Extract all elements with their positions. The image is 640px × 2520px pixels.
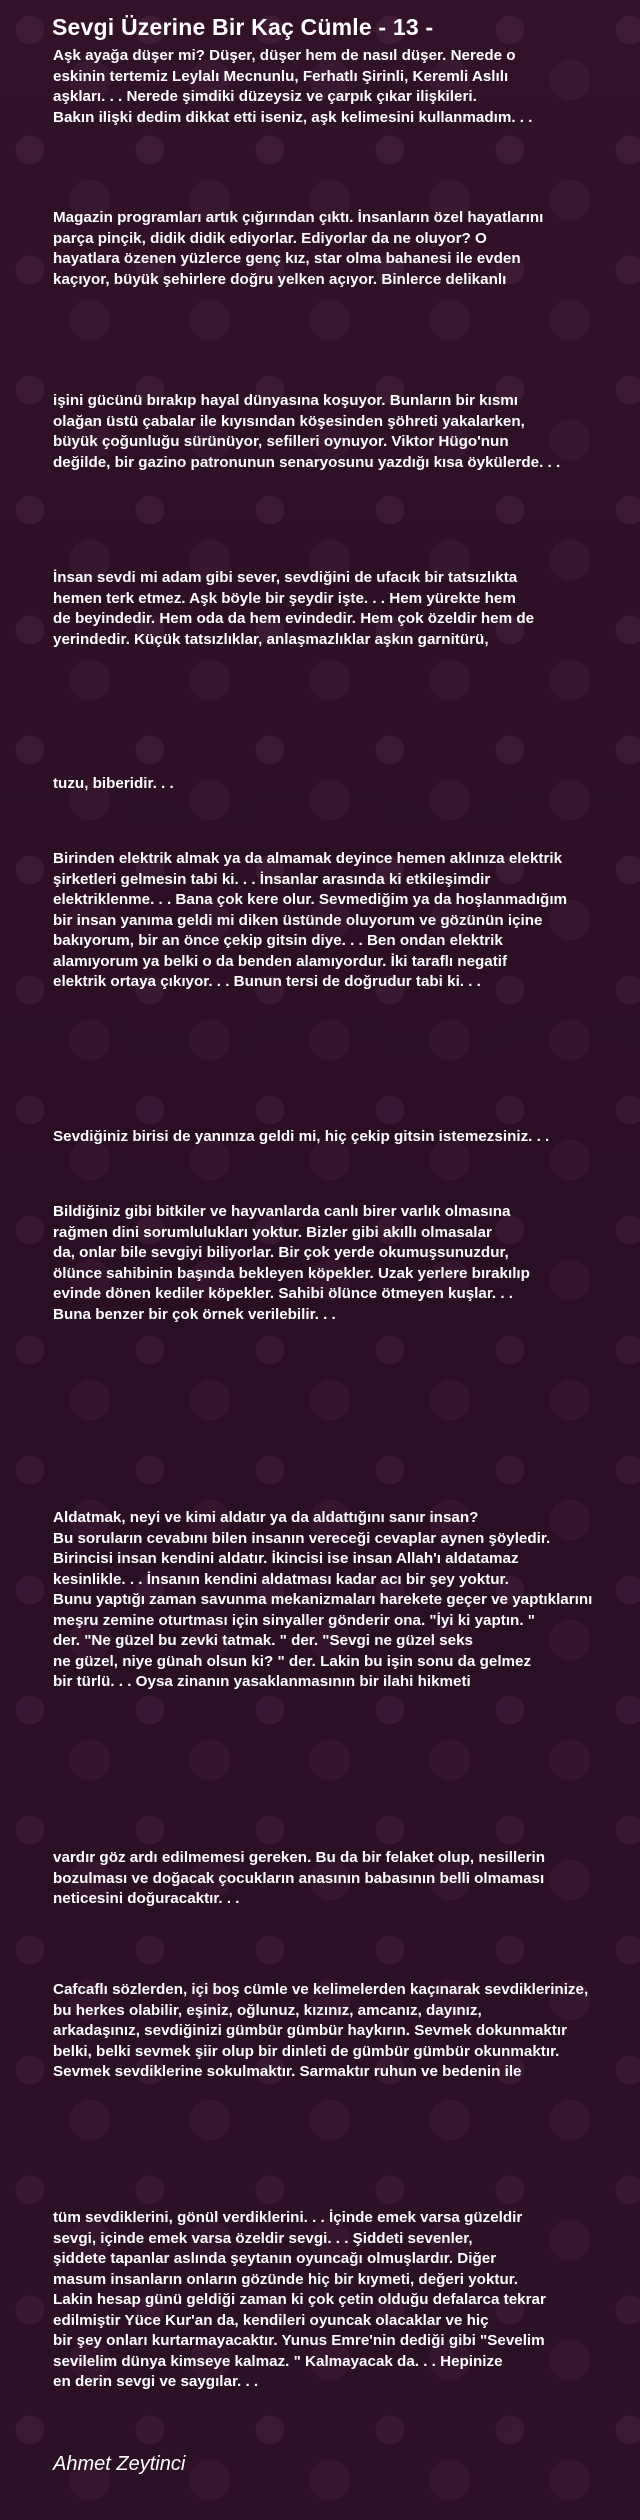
poem-line: eskinin tertemiz Leylalı Mecnunlu, Ferhatlı Şirinli, Keremli Aslılı — [53, 67, 509, 85]
poem-line: hemen terk etmez. Aşk böyle bir şeydir işte. . . Hem yürekte hem — [53, 589, 516, 607]
poem-paragraph — [53, 774, 628, 795]
poem-line: bakıyorum, bir an önce çekip gitsin diye. . . Ben ondan elektrik — [53, 932, 503, 949]
poem-line: şiddete tapanlar aslında şeytanın oyuncağı olmuşlardır. Diğer — [53, 2250, 497, 2267]
poem-line: işini gücünü bırakıp hayal dünyasına koşuyor. Bunların bir kısmı — [53, 392, 519, 409]
poem-line: bir türlü. . . Oysa zinanın yasaklanmasının bir ilahi hikmeti — [53, 1673, 471, 1690]
poem-line: rağmen dini sorumlulukları yoktur. Bizler gibi akıllı olmasalar — [53, 1223, 492, 1241]
poem-line: yerindedir. Küçük tatsızlıklar, anlaşmazlıklar aşkın garnitürü, — [53, 630, 489, 648]
poem-title: Sevgi Üzerine Bir Kaç Cümle - 13 - — [52, 14, 434, 40]
poem-line: Aldatmak, neyi ve kimi aldatır ya da aldattığını sanır insan? — [53, 1509, 479, 1526]
poem-line: elektriklenme. . . Bana çok kere olur. Sevmediğim ya da hoşlanmadığım — [53, 891, 568, 908]
poem-line: Bildiğiniz gibi bitkiler ve hayvanlarda canlı birer varlık olmasına — [53, 1203, 511, 1220]
poem-line: meşru zemine oturtması için sinyaller gönderir ona. "İyi ki yaptın. " — [53, 1611, 535, 1629]
poem-line: Lakin hesap günü geldiği zaman ki çok çetin olduğu defalarca tekrar — [53, 2291, 546, 2308]
poem-line: Cafcaflı sözlerden, içi boş cümle ve kelimelerden kaçınarak sevdiklerinize, — [53, 1981, 589, 1998]
poem-paragraph — [53, 2208, 628, 2393]
poem-line: en derin sevgi ve saygılar. . . — [53, 2373, 259, 2390]
poem-line: bu herkes olabilir, eşiniz, oğlunuz, kızınız, amcanız, dayınız, — [53, 2001, 482, 2019]
poem-line: elektrik ortaya çıkıyor. . . Bunun tersi de doğrudur tabi ki. . . — [53, 973, 481, 990]
poem-line: aşkları. . . Nerede şimdiki düzeysiz ve çarpık çıkar ilişkileri. — [53, 88, 477, 105]
poem-line: İnsan sevdi mi adam gibi sever, sevdiğini de ufacık bir tatsızlıkta — [53, 569, 518, 586]
poem-line: Bakın ilişki dedim dikkat etti iseniz, aşk kelimesini kullanmadım. . . — [53, 108, 533, 126]
poem-line: arkadaşınız, sevdiğinizi gümbür gümbür haykırın. Sevmek dokunmaktır — [53, 2022, 567, 2039]
poem-line: bozulması ve doğacak çocukların anasının babasının belli olmaması — [53, 1869, 545, 1887]
poem-line: Birincisi insan kendini aldatır. İkincisi ise insan Allah'ı aldatamaz — [53, 1550, 519, 1567]
poem-paragraph — [53, 391, 628, 473]
poem-paragraph — [53, 568, 628, 650]
poem-line: bir insan yanıma geldi mi diken üstünde oluyorum ve gözünün içine — [53, 911, 543, 929]
poem-line: kaçıyor, büyük şehirlere doğru yelken açıyor. Binlerce delikanlı — [53, 270, 507, 288]
poem-line: sevilelim dünya kimseye kalmaz. " Kalmayacak da. . . Hepinize — [53, 2352, 503, 2370]
poem-line: de beyindedir. Hem oda da hem evindedir. Hem çok özeldir hem de — [53, 610, 535, 627]
poem-line: Sevmek sevdiklerine sokulmaktır. Sarmaktır ruhun ve bedenin ile — [53, 2063, 522, 2080]
poem-line: der. "Ne güzel bu zevki tatmak. " der. "Sevgi ne güzel seks — [53, 1632, 474, 1649]
poem-line: neticesini doğuracaktır. . . — [53, 1890, 240, 1907]
poem-line: ölünce sahibinin başında bekleyen köpekler. Uzak yerlere bırakılıp — [53, 1264, 530, 1282]
poem-line: masum insanların onların gözünde hiç bir kıymeti, değeri yoktur. — [53, 2270, 519, 2288]
poem-line: hayatlara özenen yüzlerce genç kız, star olma bahanesi ile evden — [53, 250, 521, 267]
poem-line: büyük çoğunluğu sürünüyor, sefilleri oynuyor. Viktor Hügo'nun — [53, 433, 509, 450]
poem-line: Bu soruların cevabını bilen insanın vereceği cevaplar aynen şöyledir. — [53, 1529, 551, 1547]
poem-line: belki, belki sevmek şiir olup bir dinleti de gümbür gümbür okunmaktır. — [53, 2042, 560, 2060]
poem-line: değilde, bir gazino patronunun senaryosunu yazdığı kısa öykülerde. . . — [53, 453, 561, 471]
poem-paragraph — [53, 1508, 628, 1693]
poem-paragraph — [53, 208, 628, 290]
poem-line: bir şey onları kurtarmayacaktır. Yunus Emre'nin dediği gibi "Sevelim — [53, 2332, 545, 2349]
poem-line: da, onlar bile sevgiyi biliyorlar. Bir çok yerde okumuşsunuzdur, — [53, 1244, 509, 1261]
poem-line: Buna benzer bir çok örnek verilebilir. . . — [53, 1305, 336, 1323]
poem-paragraph — [53, 1202, 628, 1325]
poem-line: parça pinçik, didik didik ediyorlar. Ediyorlar da ne oluyor? O — [53, 229, 487, 247]
poem-line: Aşk ayağa düşer mi? Düşer, düşer hem de nasıl düşer. Nerede o — [53, 47, 516, 64]
poem-line: olağan üstü çabalar ile kıyısından köşesinden şöhreti yakalarken, — [53, 412, 525, 430]
poem-line: evinde dönen kediler köpekler. Sahibi ölünce ötmeyen kuşlar. . . — [53, 1285, 513, 1302]
poem-author: Ahmet Zeytinci — [53, 2453, 186, 2475]
poem-line: vardır göz ardı edilmemesi gereken. Bu da bir felaket olup, nesillerin — [53, 1849, 546, 1866]
poem-line: Bunu yaptığı zaman savunma mekanizmaları harekete geçer ve yaptıklarını — [53, 1591, 593, 1608]
poem-line: Sevdiğiniz birisi de yanınıza geldi mi, hiç çekip gitsin istemezsiniz. . . — [53, 1128, 550, 1145]
poem-paragraph — [53, 1127, 628, 1148]
poem-line: Birinden elektrik almak ya da almamak deyince hemen aklınıza elektrik — [53, 850, 563, 867]
poem-line: tuzu, biberidir. . . — [53, 775, 174, 792]
poem-line: şirketleri gelmesin tabi ki. . . İnsanlar arasında ki etkileşimdir — [53, 870, 491, 888]
poem-paragraph — [53, 849, 628, 993]
poem-paragraph — [53, 1848, 628, 1910]
poem-line: alamıyorum ya belki o da benden alamıyordur. İki taraflı negatif — [53, 952, 508, 970]
poem-line: tüm sevdiklerini, gönül verdiklerini. . . İçinde emek varsa güzeldir — [53, 2209, 523, 2226]
poem-paragraph — [53, 1980, 628, 2083]
poem-line: Magazin programları artık çığırından çıktı. İnsanların özel hayatlarını — [53, 209, 544, 226]
poem-line: edilmiştir Yüce Kur'an da, kendileri oyuncak olacaklar ve hiç — [53, 2311, 489, 2329]
poem-line: kesinlikle. . . İnsanın kendini aldatması kadar acı bir şey yoktur. — [53, 1570, 509, 1588]
poem-paragraph — [53, 46, 628, 128]
poem-line: ne güzel, niye günah olsun ki? " der. Lakin bu işin sonu da gelmez — [53, 1652, 532, 1670]
poem-line: sevgi, içinde emek varsa özeldir sevgi. . . Şiddeti sevenler, — [53, 2229, 473, 2247]
